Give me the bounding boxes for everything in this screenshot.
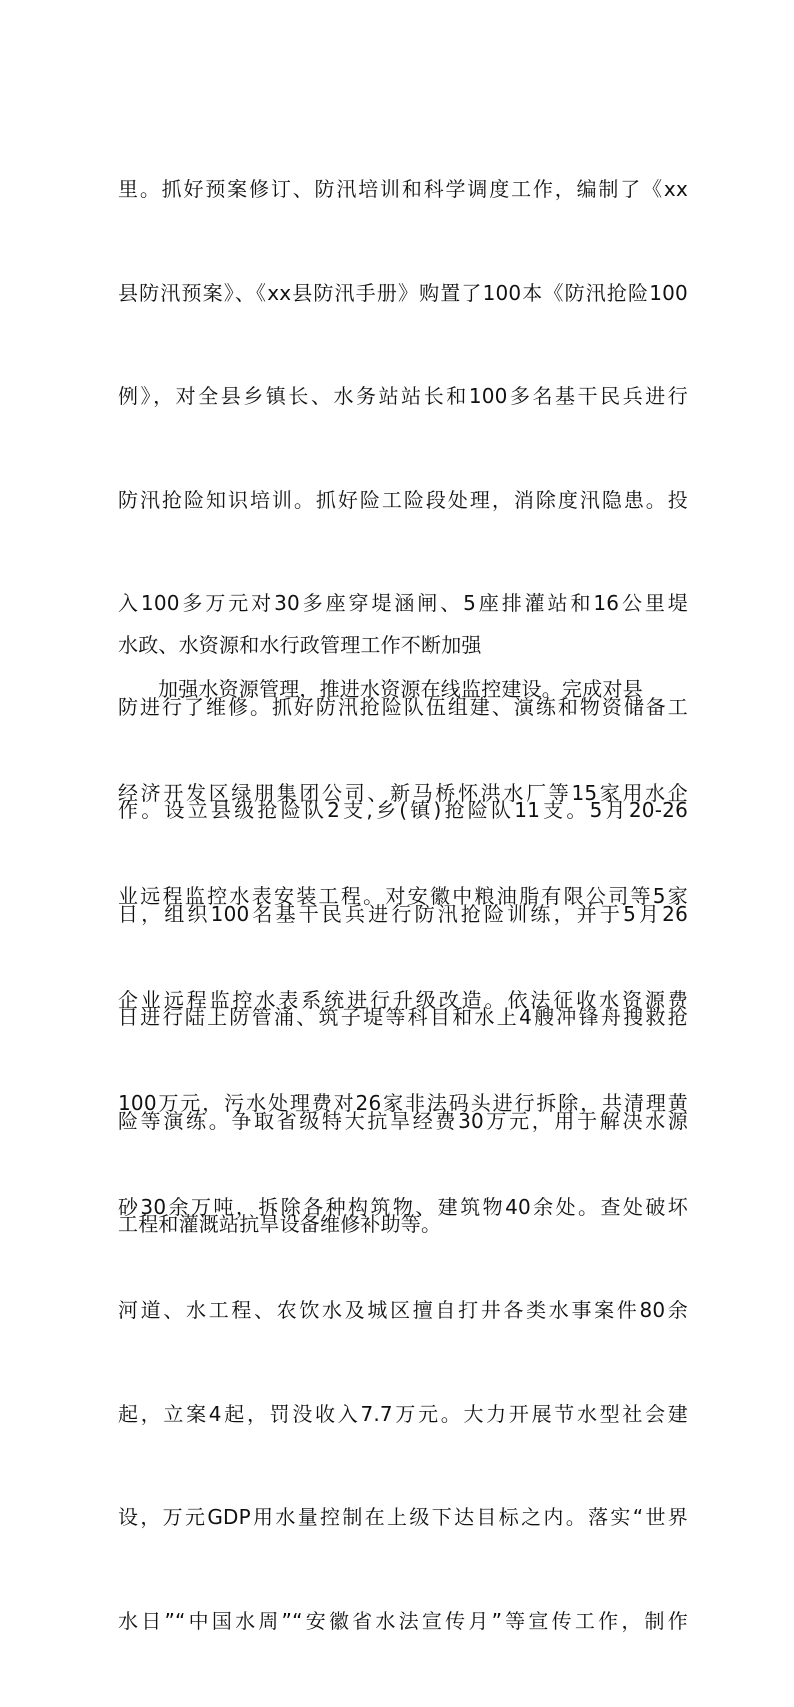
text-line: 工程和灌溉站抗旱设备维修补助等。 xyxy=(118,1212,442,1236)
text-line: 县防汛预案》、《xx县防汛手册》购置了100本《防汛抢险100 xyxy=(118,280,688,305)
text-line: 防进行了维修。抓好防汛抢险队伍组建、演练和物资储备工 xyxy=(118,694,688,719)
text-line: 例》，对全县乡镇长、水务站站长和100多名基干民兵进行 xyxy=(118,384,688,408)
text-line: 水日”“中国水周”“安徽省水法宣传月”等宣传工作，制作 xyxy=(118,1608,688,1633)
text-line: 业远程监控水表安装工程。对安徽中粮油脂有限公司等5家 xyxy=(118,884,688,908)
text-line: 起，立案4起，罚没收入7.7万元。大力开展节水型社会建 xyxy=(118,1401,688,1426)
text-line: 加强水资源管理，推进水资源在线监控建设。完成对县 xyxy=(158,677,643,701)
text-line: 作。设立县级抢险队2支,乡(镇)抢险队11支。5月20-26 xyxy=(118,798,688,822)
text-line: 企业远程监控水表系统进行升级改造。依法征收水资源费 xyxy=(118,987,688,1012)
text-line: 设，万元GDP用水量控制在上级下达目标之内。落实“世界 xyxy=(118,1505,688,1529)
text-line: 险等演练。争取省级特大抗旱经费30万元，用于解决水源 xyxy=(118,1108,688,1133)
paragraph-water-resources xyxy=(118,603,688,1707)
text-line: 经济开发区绿朋集团公司、新马桥怀洪水厂等15家用水企 xyxy=(118,780,688,805)
heading-text: 水政、水资源和水行政管理工作不断加强 xyxy=(118,633,482,657)
text-line: 河道、水工程、农饮水及城区擅自打井各类水事案件80余 xyxy=(118,1298,688,1322)
text-line: 砂30余万吨，拆除各种构筑物、建筑物40余处。查处破坏 xyxy=(118,1194,688,1219)
text-line: 100万元，污水处理费对26家非法码头进行拆除，共清理黄 xyxy=(118,1091,688,1115)
text-line: 里。抓好预案修订、防汛培训和科学调度工作，编制了《xx xyxy=(118,177,688,201)
text-line: 日进行陆上防管涌、筑子堤等科目和水上4艘冲锋舟搜救抢 xyxy=(118,1005,688,1029)
text-line: 防汛抢险知识培训。抓好险工险段处理，消除度汛隐患。投 xyxy=(118,487,688,512)
text-line: 入100多万元对30多座穿堤涵闸、5座排灌站和16公里堤 xyxy=(118,591,688,615)
text-line: 日，组织100名基干民兵进行防汛抢险训练，并于5月26 xyxy=(118,901,688,926)
